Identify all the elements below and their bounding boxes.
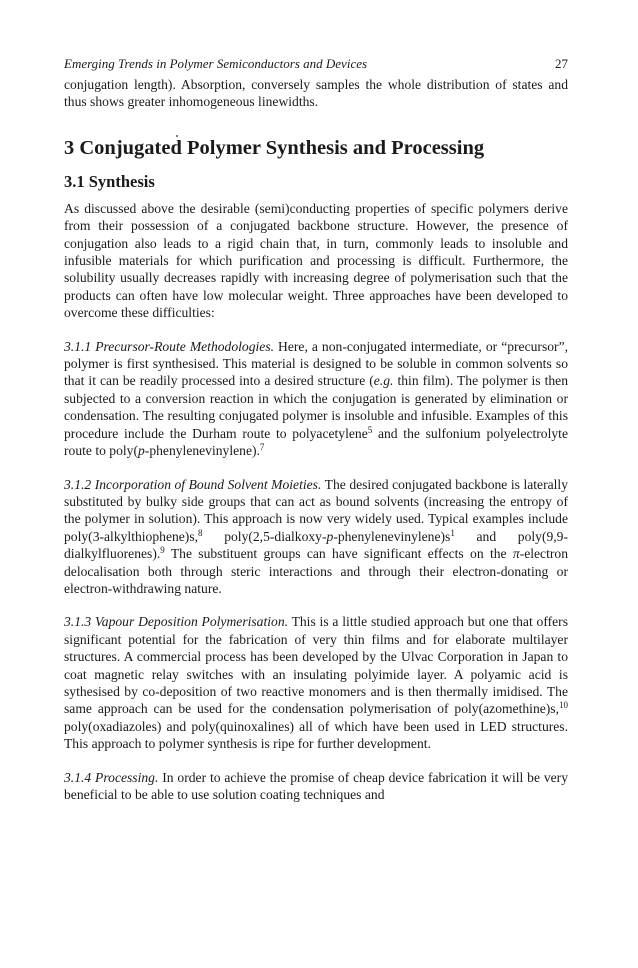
- body-text: -phenylenevinylene)s: [333, 528, 451, 544]
- continuation-paragraph: conjugation length). Absorption, conversely samples the whole distribution of states and thus shows greater inhomogeneous linewidths.: [64, 77, 568, 110]
- body-text: -electron delocalisation both through steric interactions and through their electron-donating or electron-withdrawing nature.: [64, 546, 568, 596]
- pi-symbol: π: [512, 546, 520, 562]
- italic-prefix: p: [326, 528, 334, 544]
- body-text: and the sulfonium polyelectrolyte route to poly(: [64, 425, 568, 459]
- body-text: and poly(9,9-dialkylfluorenes).: [64, 528, 568, 562]
- body-text: In order to achieve the promise of cheap device fabrication it will be very beneficial to be able to use solution coating techniques and: [64, 769, 568, 802]
- running-head-title: Emerging Trends in Polymer Semiconductors and Devices: [64, 56, 368, 71]
- italic-abbrev: e.g.: [373, 373, 394, 389]
- reference-marker: 1: [450, 527, 455, 538]
- body-text: poly(oxadiazoles) and poly(quinoxalines) all of which have been used in LED structures. This approach to polymer synthesis is ripe for further development.: [64, 718, 568, 752]
- body-text: thin film). The polymer is then subjected to a conversion reaction in which the conjugation is generated by elimination or condensation. The resulting conjugated polymer is insoluble and infusible. Examples of this procedure include the Durham route to polyacetylene: [64, 373, 569, 441]
- section-heading: 3 Conjugated Polymer Synthesis and Processing: [64, 136, 485, 159]
- body-text: Here, a non-conjugated intermediate, or “precursor”, polymer is first synthesised. This material is designed to be soluble in common solvents so that it can be readily processed into a desired structure (: [64, 338, 568, 389]
- subsection-3-1-4: [64, 769, 568, 804]
- page-number: 27: [555, 56, 568, 71]
- page: [64, 56, 568, 803]
- subsection-3-1-1: [64, 338, 568, 460]
- subsection-3-1-2-heading: 3.1.2 Incorporation of Bound Solvent Moieties.: [64, 476, 322, 492]
- subsection-3-1-1-heading: 3.1.1 Precursor-Route Methodologies.: [64, 338, 275, 354]
- reference-marker: 7: [259, 442, 265, 453]
- running-head: [64, 56, 568, 74]
- body-text: -phenylenevinylene).: [144, 443, 260, 459]
- subsection-3-1-3: [64, 613, 568, 752]
- subsection-3-1-2: [64, 476, 568, 598]
- body-text: poly(2,5-dialkoxy-: [202, 528, 327, 544]
- body-text: This is a little studied approach but one that offers significant potential for the fabrication of very thin films and for elaborate multilayer structures. A commercial process has been developed by the Ulvac Corporation in Japan to coat magnetic relay switches with an insulating polyimide layer. A polyamic acid is sythesised by co-deposition of two reactive monomers and is then thermally imidised. The same approach can be used for the condensation polymerisation of poly(azomethine)s,: [64, 614, 568, 717]
- body-text: The desired conjugated backbone is laterally substituted by bulky side groups that can act as bound solvents (increasing the entropy of the polymer in solution). This approach is now very widely used. Typical examples include poly(3-alkylthiophene)s,: [64, 476, 568, 544]
- reference-marker: 10: [559, 700, 568, 711]
- subsection-heading: 3.1 Synthesis: [64, 171, 155, 191]
- body-text: The substituent groups can have significant effects on the: [164, 546, 513, 562]
- italic-prefix: p: [138, 443, 145, 459]
- reference-marker: 8: [198, 527, 203, 538]
- reference-marker: 9: [160, 545, 165, 556]
- intro-paragraph: As discussed above the desirable (semi)conducting properties of specific polymers derive from their possession of a conjugated backbone structure. However, the presence of conjugation also leads to a rigid chain that, in turn, commonly leads to insoluble and infusible materials for which purification and processing is difficult. Furthermore, the solubility usually decreases rapidly with increasing degree of polymerisation such that the products can often have low molecular weight. Three approaches have been developed to overcome these difficulties:: [64, 200, 568, 321]
- reference-marker: 5: [367, 424, 373, 435]
- subsection-3-1-3-heading: 3.1.3 Vapour Deposition Polymerisation.: [64, 614, 289, 630]
- subsection-3-1-4-heading: 3.1.4 Processing.: [64, 769, 159, 785]
- scan-speck: [176, 135, 178, 137]
